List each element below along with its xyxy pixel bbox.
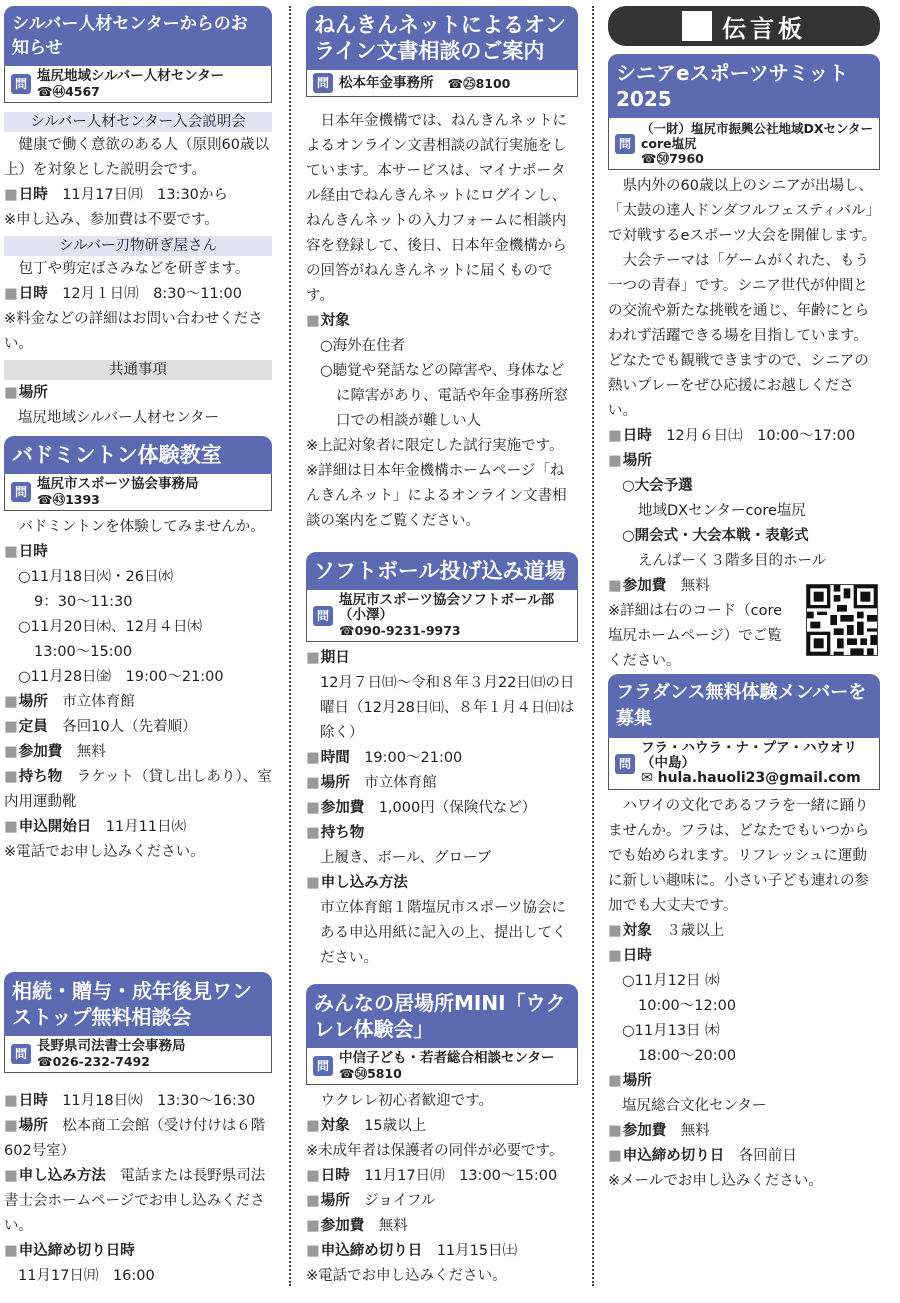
fee-row: ■ 参加費 1,000円（保険代など） [306,796,578,821]
softball-notice [306,552,578,971]
column-divider [289,6,291,1286]
place-row: ■ 場所 松本商工会館（受け付けは６階602号室） [4,1114,272,1164]
note: ※詳細は日本年金機構ホームページ「ねんきんネット」によるオンライン文書相談の案内をご覧ください。 [306,463,567,529]
start-row: ■ 申込開始日 11月11日㈫ [4,815,272,840]
deadline-label: ■ 申込締め切り日時 [4,1239,272,1264]
body-text: ウクレレ初心者歓迎です。 [320,1093,493,1109]
contact-name: 松本年金事務所 [339,74,434,91]
notice-title: みんなの居場所MINI「ウクレレ体験会」 [306,984,578,1048]
inquiry-icon: 問 [615,134,635,154]
contact-box [306,1048,578,1085]
body-text: 大会テーマは「ゲームがくれた、もう一つの青春」です。シニア世代が仲間との交流や新たな挑戦を通じ、年齢にとらわれず活躍できる場を目指しています。どなたでも観戦できますので、シニアの熱いプレーをぜひ応援にお越しください。 [608,253,869,419]
time-item: 13:00〜15:00 [34,644,133,660]
deadline-row: ■ 申込締め切り日 各回前日 [608,1144,880,1169]
notice-body [306,1085,578,1289]
place-label: ■ 場所 [608,449,880,474]
place-value: えんぱーく３階多目的ホール [638,553,827,569]
subheading: シルバー刃物研ぎ屋さん [4,236,272,256]
notice-title: ねんきんネットによるオンライン文書相談のご案内 [306,6,578,70]
ukulele-notice [306,984,578,1289]
place-value: 塩尻総合文化センター [622,1098,767,1114]
nenkin-notice [306,6,578,534]
note: ※申し込み、参加費は不要です。 [4,212,219,228]
contact-box [4,66,272,103]
deadline-row: ■ 申込締め切り日 11月15日㈯ [306,1239,578,1264]
contact-box [4,474,272,511]
time-item: 10:00〜12:00 [638,998,737,1014]
silver-notice [4,6,272,431]
notice-body [4,1073,272,1289]
fee-row: ■ 参加費 無料 [608,1119,880,1144]
apply-label: ■ 申し込み方法 [306,871,578,896]
target-item: ○聴覚や発話などの障害や、身体などに障害があり、電話や年金事務所窓口での相談が難しい人 [320,363,568,429]
contact-phone: ☎㊸1393 [37,492,100,507]
place-value: 地域DXセンターcore塩尻 [638,503,806,519]
notice-title: バドミントン体験教室 [4,436,272,474]
date-row: ■ 日時 12月６日㈯ 10:00〜17:00 [608,424,880,449]
contact-phone: ☎026-232-7492 [37,1054,150,1069]
body-text: 日本年金機構では、ねんきんネットによるオンライン文書相談の試行実施をしています。本サービスは、マイナポータル経由でねんきんネットにログインし、ねんきんネットの入力フォームに相談内容を登録して、後日、日本年金機構からの回答がねんきんネットに届くものです。 [306,113,567,304]
fee-row: ■ 参加費 無料 [608,574,880,599]
body-text: 県内外の60歳以上のシニアが出場し、「太鼓の達人ドンダフルフェスティバル」で対戦するeスポーツ大会を開催します。 [608,178,877,244]
apply-row: ■ 申し込み方法 電話または長野県司法書士会ホームページでお申し込みください。 [4,1164,272,1239]
contact-phone: ☎㉕8100 [447,75,511,91]
notice-body [4,511,272,865]
note: ※詳細は右のコード（core塩尻ホームページ）でご覧ください。 [608,603,783,669]
notice-title: シルバー人材センターからのお知らせ [4,6,272,66]
date-item: ○11月20日㈭、12月４日㈭ [18,619,203,635]
bring-value: 上履き、ボール、グローブ [320,850,492,866]
notice-body [306,642,578,971]
time-row: ■ 時間 19:00〜21:00 [306,746,578,771]
contact-box [608,118,880,170]
notice-title: 相続・贈与・成年後見ワンストップ無料相談会 [4,972,272,1036]
target-item: ○海外在住者 [320,338,406,354]
contact-box [306,590,578,642]
inquiry-icon: 問 [313,73,333,93]
note: ※電話でお申し込みください。 [4,844,205,860]
target-row: ■ 対象 15歳以上 [306,1114,578,1139]
contact-box [608,738,880,790]
inquiry-icon: 問 [615,754,635,774]
capacity-row: ■ 定員 各回10人（先着順） [4,715,272,740]
inquiry-icon: 問 [313,606,333,626]
contact-name: 塩尻地域シルバー人材センター [37,68,225,84]
body-text: ハワイの文化であるフラを一緒に踊りませんか。フラは、どなたでもいつからでも始められます。リフレッシュに運動に新しい趣味に。小さい子ども連れの参加でも大丈夫です。 [608,798,869,914]
badminton-notice [4,436,272,865]
apply-value: 市立体育館１階塩尻市スポーツ協会にある申込用紙に記入の上、提出してください。 [320,900,567,966]
date-item: ○11月13日 ㈭ [622,1023,720,1039]
place-row: ■ 場所 市立体育館 [4,690,272,715]
subheading: 共通事項 [4,360,272,380]
note: ※電話でお申し込みください。 [306,1268,507,1284]
notice-title: ソフトボール投げ込み道場 [306,552,578,590]
body-text: バドミントンを体験してみませんか。 [18,519,265,535]
banner-square-icon [682,11,712,41]
contact-phone: ☎090-9231-9973 [339,623,461,638]
date-item: ○11月12日 ㈬ [622,973,720,989]
date-item: ○11月28日㈮ 19:00〜21:00 [18,669,224,685]
body-text: 包丁や剪定ばさみなどを研ぎます。 [18,261,250,277]
fee-qr-area [608,574,880,674]
bring-label: ■ 持ち物 [306,821,578,846]
subheading: シルバー人材センター入会説明会 [4,112,272,132]
place-value: 塩尻地域シルバー人材センター [18,410,220,426]
qr-code[interactable] [806,584,878,656]
body-text: 健康で働く意欲のある人（原則60歳以上）を対象とした説明会です。 [4,137,269,178]
bring-row: ■ 持ち物 ラケット（貸し出しあり）、室内用運動靴 [4,765,272,815]
column-divider [592,6,594,1286]
dengon-header [608,6,880,46]
contact-name: 塩尻市スポーツ協会事務局 [37,476,199,492]
place-row: ■ 場所 ジョイフル [306,1189,578,1214]
notice-title: シニアeスポーツサミット2025 [608,54,880,118]
contact-phone: ☎㊿7960 [641,151,704,166]
date-row: ■ 日時 11月17日㈪ 13:30から [4,183,272,208]
note: ※メールでお申し込みください。 [608,1173,823,1189]
fee-row: ■ 参加費 無料 [4,740,272,765]
inquiry-icon: 問 [11,74,31,94]
contact-phone: ☎㊹4567 [37,84,100,99]
date-item: ○11月18日㈫・26日㈬ [18,569,174,585]
esports-notice [608,54,880,674]
inquiry-icon: 問 [11,1044,31,1064]
contact-name: フラ・ハウラ・ナ・プア・ハウオリ（中島） [641,740,857,771]
target-row: ■ 対象 ３歳以上 [608,919,880,944]
banner-title: 伝言板 [722,14,806,43]
contact-phone: ☎㊿5810 [339,1066,402,1081]
notice-body [4,103,272,431]
contact-email[interactable]: ✉ hula.hauoli23@gmail.com [641,770,861,786]
notice-body [608,170,880,674]
deadline-value: 11月17日㈪ 16:00 [18,1268,155,1284]
fee-row: ■ 参加費 無料 [306,1214,578,1239]
time-item: 9：30〜11:30 [34,594,133,610]
date-row: ■ 日時 12月１日㈪ 8:30〜11:00 [4,282,272,307]
place-item: ○開会式・大会本戦・表彰式 [622,528,809,544]
place-row: ■ 場所 市立体育館 [306,771,578,796]
contact-name: （一財）塩尻市振興公社地域DXセンターcore塩尻 [641,121,874,151]
contact-box [306,70,578,97]
contact-name: 長野県司法書士会事務局 [37,1038,186,1054]
note: ※上記対象者に限定した試行実施です。 [306,438,564,454]
inquiry-icon: 問 [11,482,31,502]
place-label: ■ 場所 [4,381,272,406]
date-label: ■ 日時 [4,540,272,565]
notice-body [608,790,880,1194]
note: ※未成年者は保護者の同伴が必要です。 [306,1143,564,1159]
date-row: ■ 日時 11月18日㈫ 13:30〜16:30 [4,1089,272,1114]
place-label: ■ 場所 [608,1069,880,1094]
place-item: ○大会予選 [622,478,693,494]
dengon-banner [608,6,880,46]
target-label: ■ 対象 [306,309,578,334]
notice-body [306,97,578,534]
time-item: 18:00〜20:00 [638,1048,737,1064]
souzoku-notice [4,972,272,1289]
note: ※料金などの詳細はお問い合わせください。 [4,311,263,352]
inquiry-icon: 問 [313,1056,333,1076]
period-label: ■ 期日 [306,646,578,671]
contact-name: 中信子ども・若者総合相談センター [339,1050,555,1066]
hula-notice [608,674,880,1194]
date-row: ■ 日時 11月17日㈪ 13:00〜15:00 [306,1164,578,1189]
date-label: ■ 日時 [608,944,880,969]
contact-name: 塩尻市スポーツ協会ソフトボール部（小澤） [339,592,555,623]
notice-title: フラダンス無料体験メンバーを募集 [608,674,880,738]
period-value: 12月７日㈰〜令和８年３月22日㈰の日曜日（12月28日㈰、８年１月４日㈰は除く） [320,675,575,741]
contact-box [4,1036,272,1073]
